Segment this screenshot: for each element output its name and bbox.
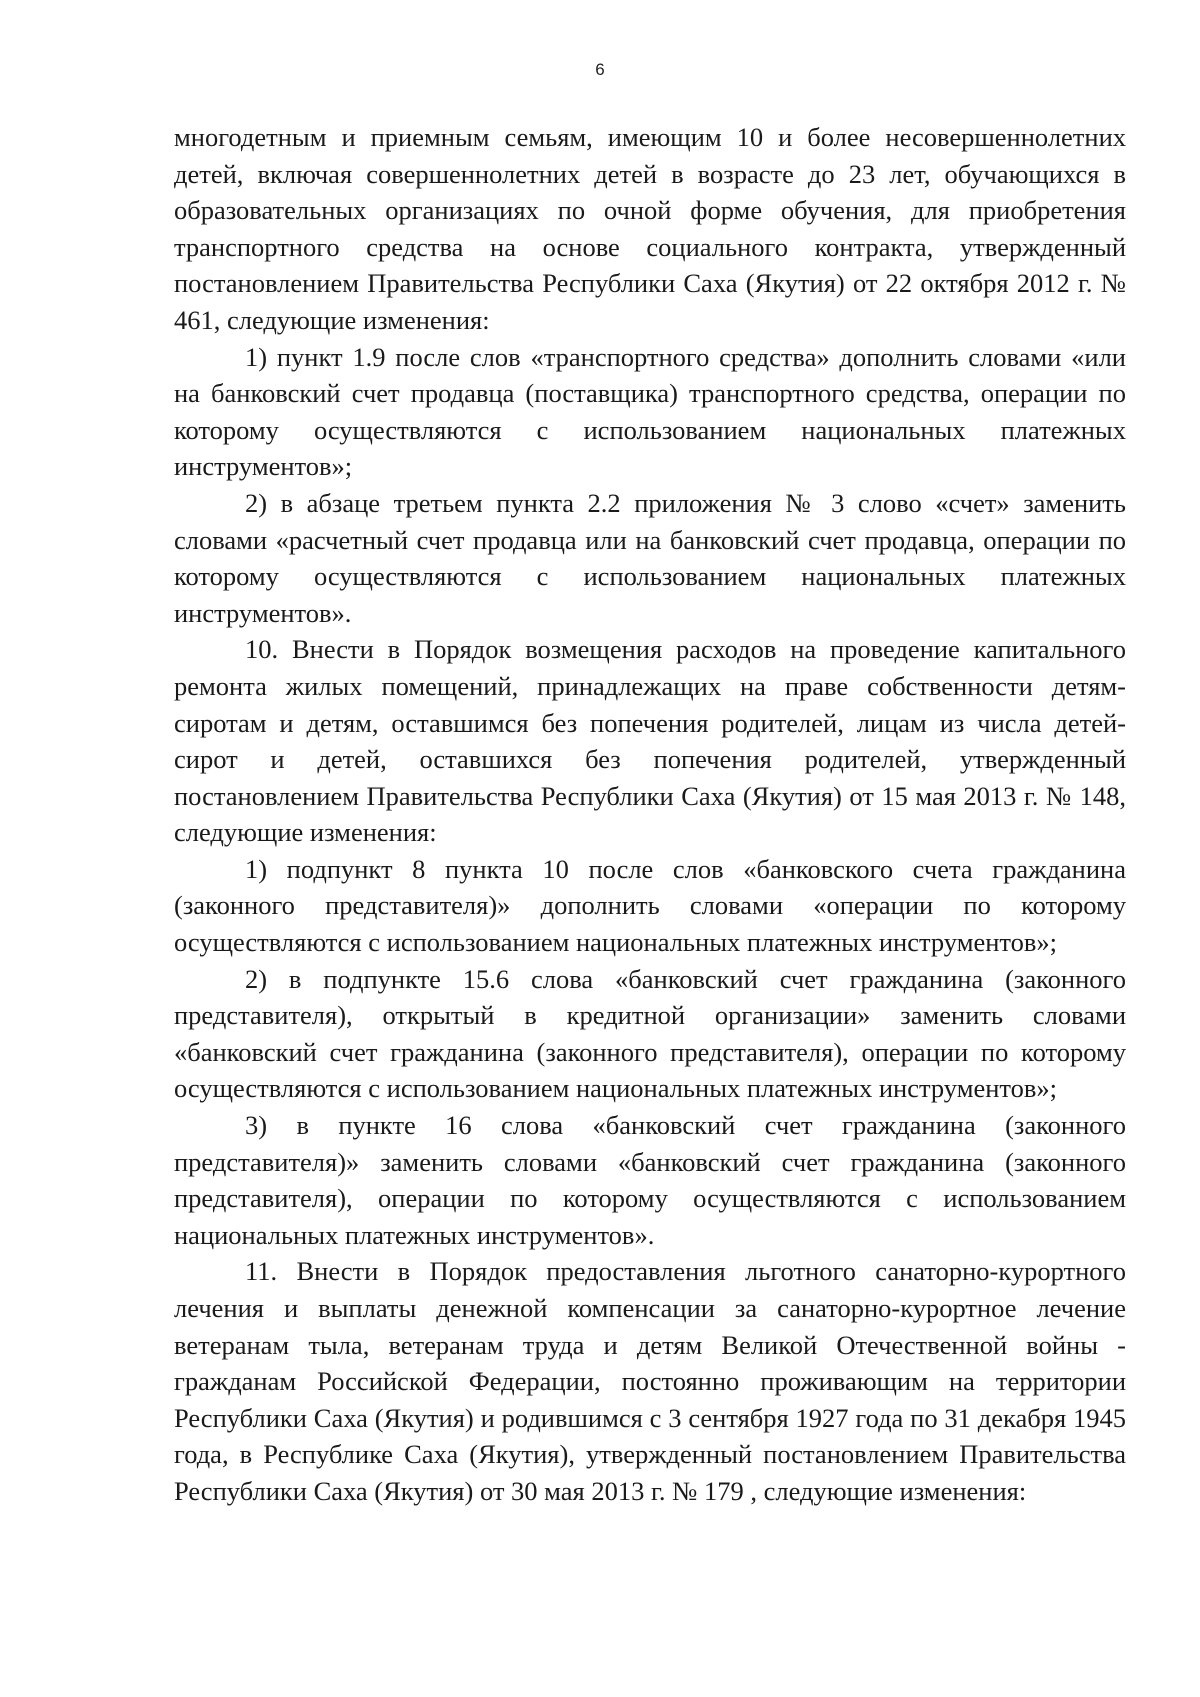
paragraph-section-10-item-3: 3) в пункте 16 слова «банковский счет гражданина (законного представителя)» заменить словами «банковский счет гражданина (законного представителя), операции по которому осуществляются с использованием национальных платежных инструментов». [174, 1110, 1126, 1250]
paragraph-item-1-9: 1) пункт 1.9 после слов «транспортного средства» дополнить словами «или на банковский счет продавца (поставщика) транспортного средства, операции по которому осуществляются с использованием национальных платежных инструментов»; [174, 341, 1126, 482]
paragraph-section-10-item-1: 1) подпункт 8 пункта 10 после слов «банковского счета гражданина (законного представителя)» дополнить словами «операции по которому осуществляются с использованием национальных платежных инструментов»; [174, 853, 1126, 958]
paragraph-item-2-2: 2) в абзаце третьем пункта 2.2 приложения № 3 слово «счет» заменить словами «расчетный счет продавца или на банковский счет продавца, операции по которому осуществляются с использованием национальных платежных инструментов». [174, 487, 1126, 628]
paragraph-intro-continuation: многодетным и приемным семьям, имеющим 10 и более несовершеннолетних детей, включая совершеннолетних детей в возрасте до 23 лет, обучающихся в образовательных организациях по очной форме обучения, для приобретения транспортного средства на основе социального контракта, утвержденный постановлением Правительства Республики Саха (Якутия) от 22 октября 2012 г. № 461, следующие изменения: [174, 122, 1126, 335]
paragraph-section-10: 10. Внести в Порядок возмещения расходов на проведение капитального ремонта жилых помещений, принадлежащих на праве собственности детям-сиротам и детям, оставшимся без попечения родителей, лицам из числа детей-сирот и детей, оставшихся без попечения родителей, утвержденный постановлением Правительства Республики Саха (Якутия) от 15 мая 2013 г. № 148, следующие изменения: [174, 634, 1126, 848]
paragraph-section-11: 11. Внести в Порядок предоставления льготного санаторно-курортного лечения и выплаты денежной компенсации за санаторно-курортное лечение ветеранам тыла, ветеранам труда и детям Великой Отечественной войны - гражданам Российской Федерации, постоянно проживающим на территории Республики Саха (Якутия) и родившимся с 3 сентября 1927 года по 31 декабря 1945 года, в Республике Саха (Якутия), утвержденный постановлением Правительства Республики Саха (Якутия) от 30 мая 2013 г. № 179 , следующие изменения: [174, 1256, 1126, 1506]
paragraph-section-10-item-2: 2) в подпункте 15.6 слова «банковский счет гражданина (законного представителя), открытый в кредитной организации» заменить словами «банковский счет гражданина (законного представителя), операции по которому осуществляются с использованием национальных платежных инструментов»; [174, 963, 1126, 1104]
document-body [174, 119, 1126, 1510]
page-number: 6 [595, 60, 605, 79]
